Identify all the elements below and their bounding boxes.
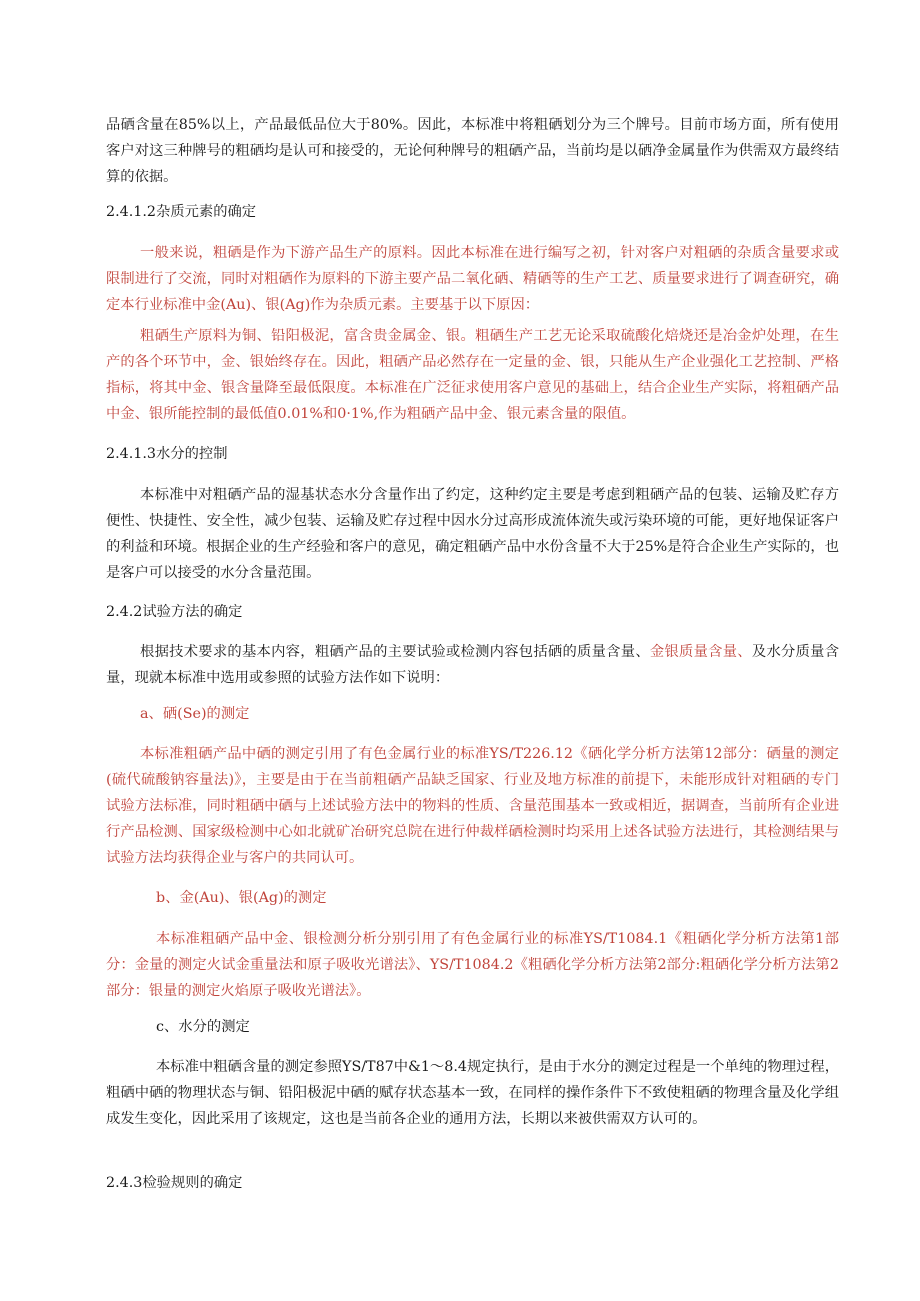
test-methods-text-highlight: 金银质量含量、 <box>649 644 752 660</box>
paragraph-grade-summary: 品硒含量在85%以上，产品最低品位大于80%。因此，本标准中将粗硒划分为三个牌号。目前市场方面，所有使用客户对这三种牌号的粗硒均是认可和接受的，无论何种牌号的粗硒产品，当前均是以硒净金属量作为供需双方最终结算的依据。 <box>106 117 839 185</box>
section-heading-2-4-3: 2.4.3检验规则的确定 <box>106 1175 243 1191</box>
section-heading-2-4-1-3: 2.4.1.3水分的控制 <box>106 446 228 462</box>
section-heading-2-4-1-2: 2.4.1.2杂质元素的确定 <box>106 204 257 220</box>
subheading-moisture-test: c、水分的测定 <box>156 1019 250 1035</box>
subheading-selenium-test: a、硒(Se)的测定 <box>140 706 250 722</box>
paragraph-gold-silver-method: 本标准粗硒产品中金、银检测分析分别引用了有色金属行业的标准YS/T1084.1《粗硒化学分析方法第1部分：金量的测定火试金重量法和原子吸收光谱法》、YS/T1084.2《粗硒化学分析方法第2部分:粗硒化学分析方法第2部分：银量的测定火焰原子吸收光谱法》。 <box>106 931 839 999</box>
paragraph-test-methods-intro <box>106 639 839 691</box>
test-methods-text-a: 根据技术要求的基本内容，粗硒产品的主要试验或检测内容包括硒的质量含量、 <box>140 644 650 660</box>
paragraph-selenium-method: 本标准粗硒产品中硒的测定引用了有色金属行业的标准YS/T226.12《硒化学分析方法第12部分：硒量的测定(硫代硫酸钠容量法)》，主要是由于在当前粗硒产品缺乏国家、行业及地方标准的前提下，未能形成针对粗硒的专门试验方法标准，同时粗硒中硒与上述试验方法中的物料的性质、含量范围基本一致或相近，据调查，当前所有企业进行产品检测、国家级检测中心如北就矿冶研究总院在进行仲裁样硒检测时均采用上述各试验方法进行，其检测结果与试验方法均获得企业与客户的共同认可。 <box>106 746 839 866</box>
paragraph-impurity-reasons: 粗硒生产原料为铜、铅阳极泥，富含贵金属金、银。粗硒生产工艺无论采取硫酸化焙烧还是冶金炉处理，在生产的各个环节中，金、银始终存在。因此，粗硒产品必然存在一定量的金、银，只能从生产企业强化工艺控制、严格指标，将其中金、银含量降至最低限度。本标准在广泛征求使用客户意见的基础上，结合企业生产实际，将粗硒产品中金、银所能控制的最低值0.01%和0·1%,作为粗硒产品中金、银元素含量的限值。 <box>106 328 839 422</box>
subheading-gold-silver-test: b、金(Au)、银(Ag)的测定 <box>156 890 327 906</box>
section-heading-2-4-2: 2.4.2试验方法的确定 <box>106 604 243 620</box>
paragraph-impurity-intro: 一般来说，粗硒是作为下游产品生产的原料。因此本标准在进行编写之初，针对客户对粗硒的杂质含量要求或限制进行了交流，同时对粗硒作为原料的下游主要产品二氧化硒、精硒等的生产工艺、质量要求进行了调查研究，确定本行业标准中金(Au)、银(Ag)作为杂质元素。主要基于以下原因： <box>106 245 839 313</box>
paragraph-moisture-method: 本标准中粗硒含量的测定参照YS/T87中&1～8.4规定执行，是由于水分的测定过程是一个单纯的物理过程，粗硒中硒的物理状态与铜、铅阳极泥中硒的赋存状态基本一致，在同样的操作条件下不致使粗硒的物理含量及化学组成发生变化，因此采用了该规定，这也是当前各企业的通用方法，长期以来被供需双方认可的。 <box>106 1059 839 1127</box>
test-methods-text-b: 及水分质量含量，现就本标准中选用或参照的试验方法作如下说明： <box>106 644 840 686</box>
paragraph-moisture-control: 本标准中对粗硒产品的湿基状态水分含量作出了约定，这种约定主要是考虑到粗硒产品的包装、运输及贮存方便性、快捷性、安全性，减少包装、运输及贮存过程中因水分过高形成流体流失或污染环境的可能，更好地保证客户的利益和环境。根据企业的生产经验和客户的意见，确定粗硒产品中水份含量不大于25%是符合企业生产实际的，也是客户可以接受的水分含量范围。 <box>106 487 839 581</box>
